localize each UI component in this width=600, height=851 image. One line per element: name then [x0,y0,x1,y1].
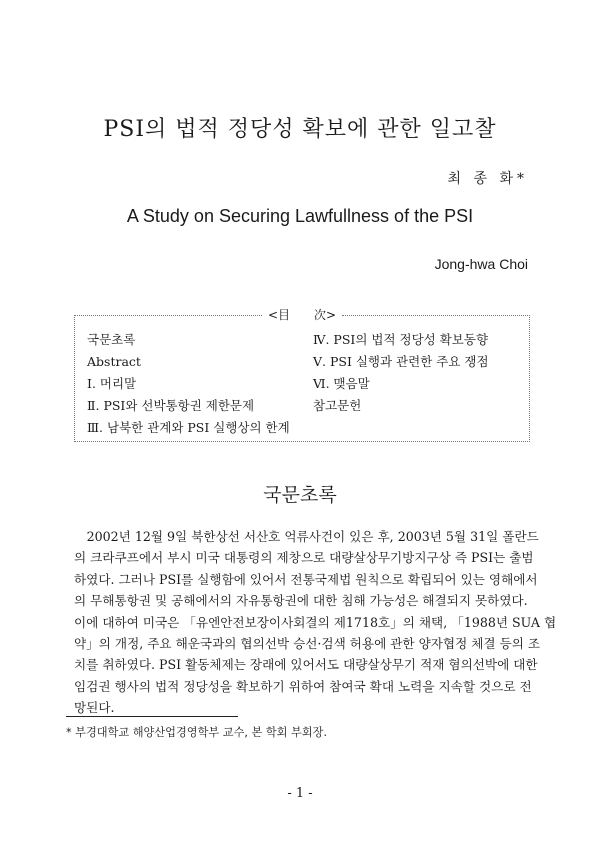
toc-item: Ⅳ. PSI의 법적 정당성 확보동향 [313,332,489,347]
toc-item: Ⅰ. 머리말 [87,376,137,391]
abstract-line: 하였다. 그러나 PSI를 실행함에 있어서 전통국제법 원칙으로 확립되어 있는 영해에서 [74,571,538,587]
abstract-line: 의 무해통항권 및 공해에서의 자유통항권에 대한 침해 가능성은 해결되지 못하였다. [74,593,528,609]
author-name-english: Jong-hwa Choi [434,256,528,272]
toc-item: Ⅵ. 맺음말 [313,376,370,391]
toc-item: Abstract [87,354,141,369]
abstract-line: 치를 취하였다. PSI 활동체제는 장래에 있어서도 대량살상무기 적재 혐의선박에 대한 [74,657,538,673]
table-of-contents [74,315,530,442]
toc-item: 참고문헌 [313,398,362,413]
toc-item: 국문초록 [87,332,136,347]
toc-column-left [87,329,290,439]
abstract-line: 약」의 개정, 주요 해운국과의 협의선박 승선·검색 허용에 관한 양자협정 체결 등의 조 [74,636,541,652]
toc-column-right [313,329,489,417]
toc-item: Ⅱ. PSI와 선박통항권 제한문제 [87,398,255,413]
section-heading: 국문초록 [263,484,337,506]
abstract-line: 2002년 12월 9일 북한상선 서산호 억류사건이 있은 후, 2003년 5월 31일 폴란드 [74,529,539,544]
page-number: - 1 - [287,786,313,801]
abstract-line: 이에 대하여 미국은 「유엔안전보장이사회결의 제1718호」의 채택, 「1988년 SUA 협 [74,614,557,630]
abstract-body [74,526,557,719]
abstract-line: 임검권 행사의 법적 정당성을 확보하기 위하여 참여국 확대 노력을 지속할 것으로 전 [74,678,532,694]
toc-item: Ⅴ. PSI 실행과 관련한 주요 쟁점 [313,354,489,369]
abstract-line: 망된다. [74,700,115,716]
author-name-korean: 최 종 화* [447,171,528,187]
abstract-line: 의 크라쿠프에서 부시 미국 대통령의 제창으로 대량살상무기방지구상 즉 PSI는 출범 [74,550,534,566]
paper-title-english: A Study on Securing Lawfullness of the PSI [126,206,474,226]
footnote-rule [66,716,238,717]
toc-item: Ⅲ. 남북한 관계와 PSI 실행상의 한계 [87,420,290,435]
footnote: * 부경대학교 해양산업경영학부 교수, 본 학회 부회장. [66,726,327,739]
paper-title-korean: PSI의 법적 정당성 확보에 관한 일고찰 [103,117,497,142]
toc-heading: <目 次> [267,308,337,322]
